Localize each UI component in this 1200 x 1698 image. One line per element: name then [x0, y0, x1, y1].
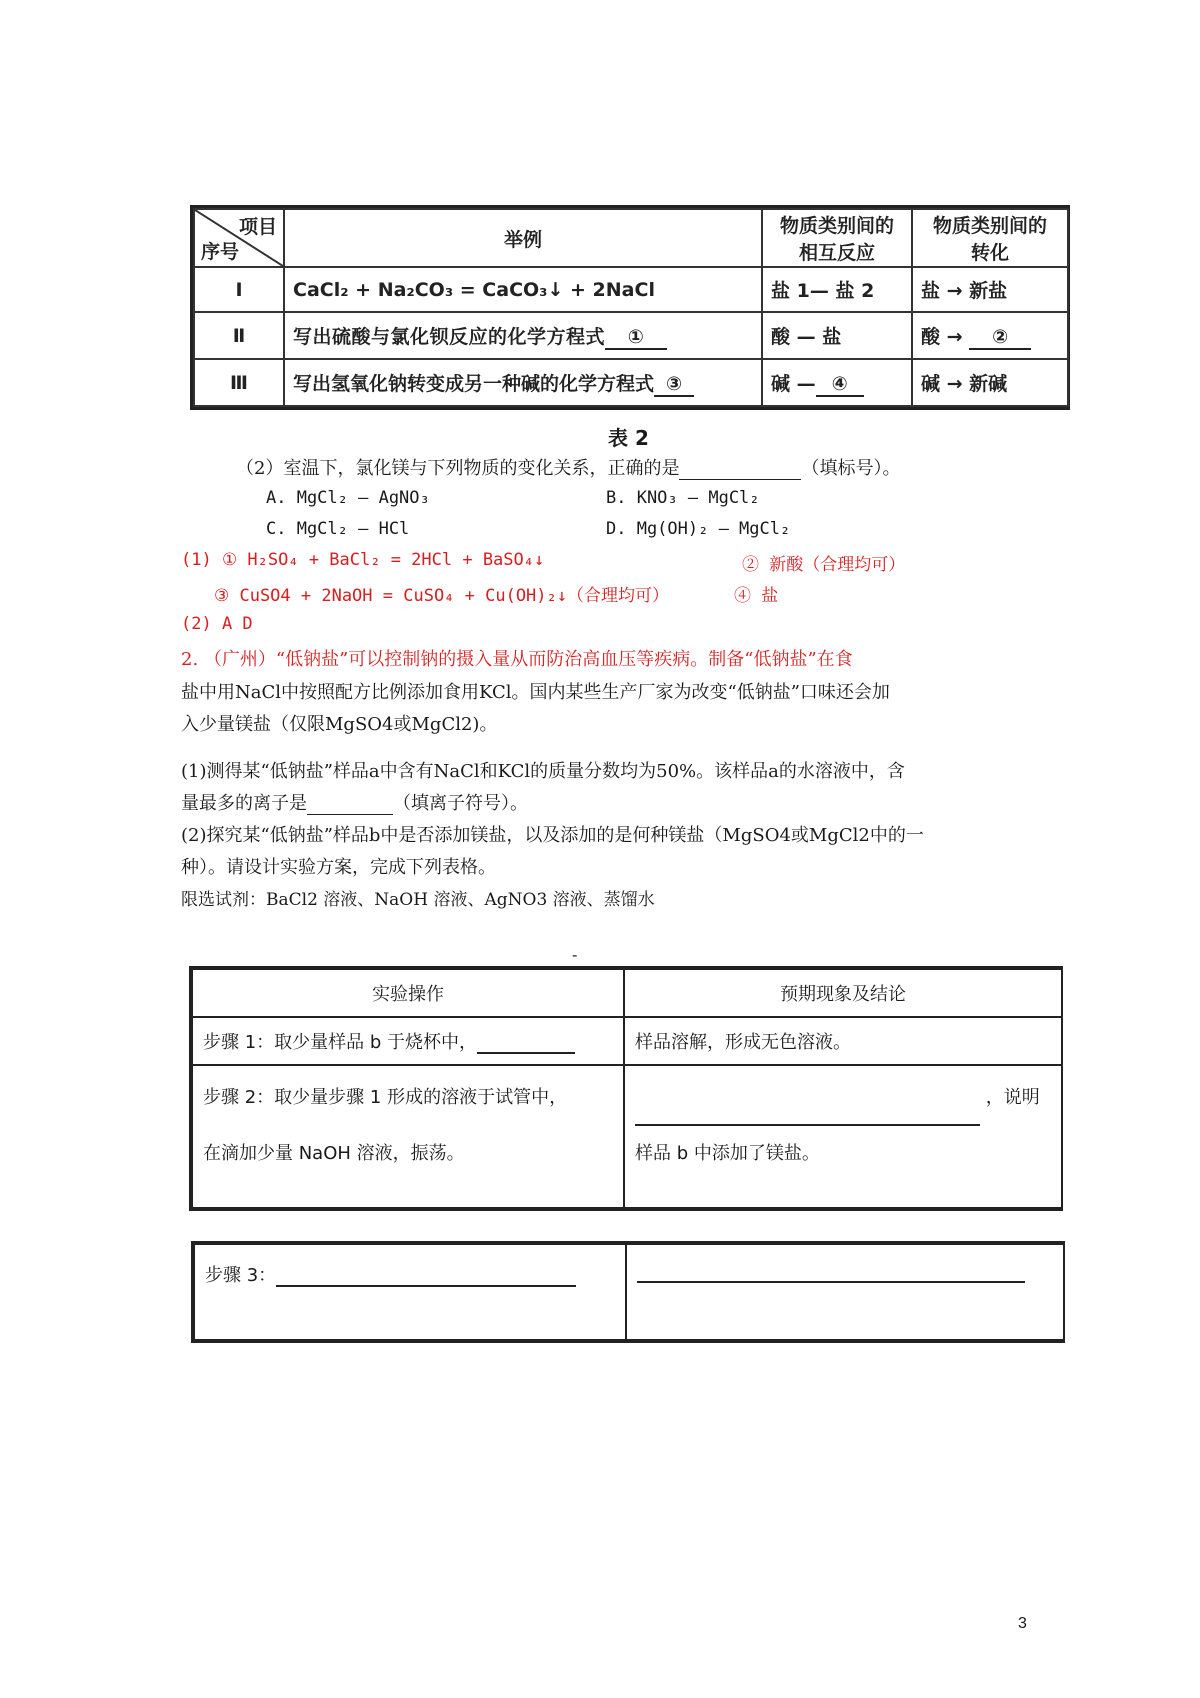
interaction-text: 酸 — 盐: [771, 326, 842, 349]
header-operation: 实验操作: [192, 969, 624, 1017]
header-result: 预期现象及结论: [624, 969, 1062, 1017]
row-number: Ⅱ: [194, 312, 284, 359]
answer-blank: [307, 796, 393, 815]
table-caption: 表 2: [608, 426, 649, 450]
header-example: 举例: [284, 209, 762, 267]
step-2-line-1: 步骤 2：取少量步骤 1 形成的溶液于试管中，: [203, 1087, 568, 1108]
problem-2-line-3: 入少量镁盐（仅限MgSO4或MgCl2)。: [181, 714, 498, 735]
q1-post: （填离子符号）。: [393, 793, 528, 814]
question-2-stem-b: （填标号）。: [801, 458, 901, 479]
table-row: [194, 267, 1068, 312]
problem-2-text: 2. （广州）“低钠盐”可以控制钠的摄入量从而防治高血压等疾病。制备“低钠盐”在食: [181, 649, 853, 670]
step-2-result-end: ，说明: [985, 1087, 1040, 1108]
experiment-table: [189, 966, 1063, 1211]
step-1-result: 样品溶解，形成无色溶液。: [624, 1017, 1062, 1065]
step-2-cell: [192, 1065, 624, 1208]
problem-2-line-1: [181, 645, 853, 671]
table-row: [194, 1244, 1064, 1340]
q1-pre: 量最多的离子是: [181, 793, 307, 814]
header-interaction-l1: 物质类别间的: [779, 215, 894, 237]
answer-blank: [679, 461, 801, 480]
conversion-text: 碱 → 新碱: [921, 373, 1008, 396]
row-conversion: [912, 267, 1068, 312]
problem-2-q2-line-1: (2)探究某“低钠盐”样品b中是否添加镁盐，以及添加的是何种镁盐（MgSO4或MgCl2中的一: [181, 825, 924, 846]
answer-blank: [635, 1104, 980, 1126]
table-row: [192, 1017, 1062, 1065]
answer-blank: [276, 1265, 576, 1287]
step-2-line-2: 在滴加少量 NaOH 溶液，振荡。: [203, 1143, 465, 1164]
reagents-line: 限选试剂：BaCl2 溶液、NaOH 溶液、AgNO3 溶液、蒸馏水: [181, 890, 655, 910]
row-interaction: [762, 359, 912, 406]
row-example: [284, 359, 762, 406]
answer-blank: [637, 1261, 1025, 1283]
header-conversion-l1: 物质类别间的: [932, 215, 1047, 237]
problem-2-line-2: 盐中用NaCl中按照配方比例添加食用KCl。国内某些生产厂家为改变“低钠盐”口味还会加: [181, 682, 890, 703]
answer-line-2a: ③ CuSO4 + 2NaOH = CuSO₄ + Cu(OH)₂↓（合理均可）: [214, 586, 669, 606]
step-3-label: 步骤 3：: [205, 1265, 277, 1286]
table-2: [190, 205, 1070, 410]
row-number: Ⅰ: [194, 267, 284, 312]
problem-2-q1-line-1: (1)测得某“低钠盐”样品a中含有NaCl和KCl的质量分数均为50%。该样品a的水溶液中，含: [181, 761, 905, 782]
blank-3: ③: [654, 373, 694, 397]
conversion-text: 酸 →: [921, 325, 963, 348]
header-conversion: [912, 209, 1068, 267]
step-2-result: [624, 1065, 1062, 1208]
row-interaction: [762, 312, 912, 359]
problem-2-q1-line-2: [181, 789, 528, 815]
question-2-stem-a: （2）室温下，氯化镁与下列物质的变化关系，正确的是: [236, 458, 680, 479]
blank-4: ④: [816, 373, 864, 397]
example-text: 写出硫酸与氯化钡反应的化学方程式: [293, 325, 606, 348]
header-serial: 序号: [201, 241, 240, 263]
step-2-result-line-2: 样品 b 中添加了镁盐。: [635, 1143, 820, 1164]
blank-1: ①: [605, 326, 667, 350]
answer-line-3: (2) A D: [181, 614, 253, 634]
page-number: 3: [1018, 1615, 1027, 1632]
row-number: Ⅲ: [194, 359, 284, 406]
header-interaction-l2: 相互反应: [798, 242, 875, 264]
header-diagonal-cell: [194, 209, 284, 267]
problem-2-q2-line-2: 种）。请设计实验方案，完成下列表格。: [181, 857, 496, 878]
step-3-table: [191, 1241, 1065, 1343]
table-row: [194, 359, 1068, 406]
header-item: 项目: [238, 216, 277, 238]
table-row: [194, 312, 1068, 359]
blank-2: ②: [969, 326, 1031, 350]
header-conversion-l2: 转化: [970, 242, 1009, 264]
answer-line-1b: ② 新酸（合理均可）: [742, 555, 906, 575]
step-1-cell: [192, 1017, 624, 1065]
row-example: [284, 267, 762, 312]
option-b: B. KNO₃ — MgCl₂: [606, 488, 760, 508]
interaction-text: 盐 1— 盐 2: [771, 280, 875, 303]
step-2-result-line-1: [635, 1070, 1051, 1126]
interaction-text: 碱 —: [771, 372, 816, 395]
table-row: [192, 1065, 1062, 1208]
option-d: D. Mg(OH)₂ — MgCl₂: [606, 519, 791, 539]
example-equation: CaCl₂ + Na₂CO₃ = CaCO₃↓ + 2NaCl: [293, 278, 655, 301]
step-3-result: [626, 1244, 1064, 1340]
row-interaction: [762, 267, 912, 312]
header-interaction: [762, 209, 912, 267]
answer-line-1a: (1) ① H₂SO₄ + BaCl₂ = 2HCl + BaSO₄↓: [181, 550, 545, 570]
row-conversion: [912, 359, 1068, 406]
row-example: [284, 312, 762, 359]
example-text: 写出氢氧化钠转变成另一种碱的化学方程式: [293, 372, 655, 395]
answer-blank: [477, 1032, 575, 1054]
conversion-text: 盐 → 新盐: [921, 280, 1008, 303]
question-2-stem: [236, 454, 900, 480]
answer-line-2b: ④ 盐: [734, 586, 779, 606]
row-conversion: [912, 312, 1068, 359]
stray-dash: -: [572, 945, 578, 964]
step-3-cell: [194, 1244, 626, 1340]
step-1-text: 步骤 1：取少量样品 b 于烧杯中，: [203, 1032, 478, 1053]
option-c: C. MgCl₂ — HCl: [266, 519, 410, 539]
option-a: A. MgCl₂ — AgNO₃: [266, 488, 430, 508]
